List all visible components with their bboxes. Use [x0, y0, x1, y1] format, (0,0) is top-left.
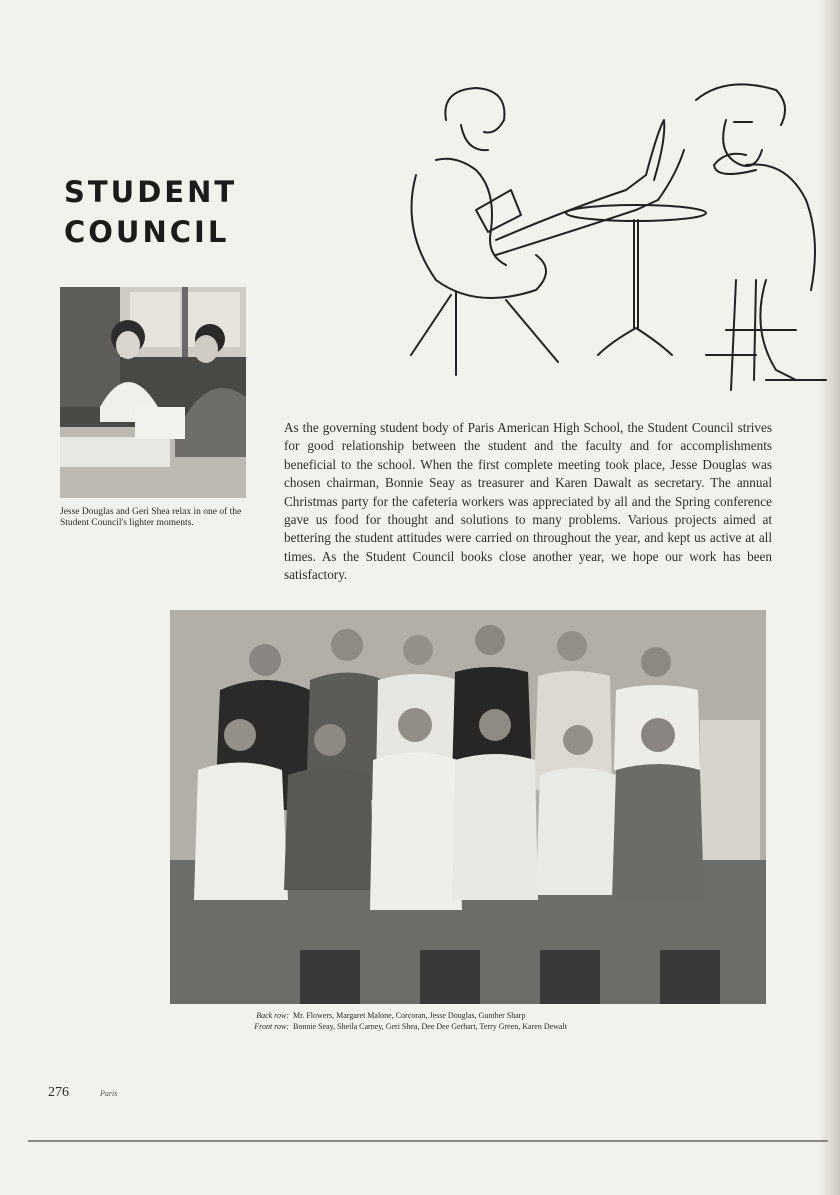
page-number: 276 — [48, 1085, 69, 1100]
girl-shoe-2 — [658, 150, 684, 200]
girl-shoe — [646, 120, 664, 180]
running-foot: Paris — [100, 1089, 118, 1098]
table-stem — [634, 220, 638, 328]
girl-face — [461, 125, 488, 150]
table-base — [598, 328, 672, 355]
front-row-caption — [243, 1021, 567, 1032]
chair-legs — [411, 292, 558, 375]
chair-shell — [412, 175, 547, 298]
girl-body — [436, 159, 506, 265]
man-feet — [706, 355, 826, 380]
candid-photo-image — [60, 287, 246, 498]
stool-legs — [726, 280, 796, 390]
back-row-label: Back row: — [256, 1011, 289, 1020]
group-photo — [170, 610, 766, 1004]
group-photo-caption — [243, 1010, 567, 1032]
front-row-names: Bonnie Seay, Sheila Carney, Geri Shea, Dee Dee Gerhart, Terry Green, Karen Dewalt — [293, 1022, 567, 1031]
man-face — [723, 120, 762, 166]
back-row-caption — [243, 1010, 567, 1021]
group-photo-image — [170, 610, 766, 1004]
title-line-2: COUNCIL — [64, 215, 230, 249]
council-description: As the governing student body of Paris American High School, the Student Council strives for good relationship between the student and the faculty and for accomplishments beneficial to the school. When the first complete meeting took place, Jesse Douglas was chosen chairman, Bonnie Seay as treasurer and Karen Dawalt as secretary. The annual Christmas party for the cafeteria workers was appreciated by all and the Spring conference gave us food for thought and solutions to many problems. Various projects aimed at bettering the student attitudes were carried on throughout the year, and kept us active at all times. As the Student Council books close another year, we hope our work has been satisfactory. — [284, 420, 772, 583]
man-hair — [696, 84, 785, 125]
bottom-rule — [28, 1140, 828, 1142]
page-title — [64, 172, 237, 252]
girl-hair — [445, 88, 504, 133]
title-line-1: STUDENT — [64, 175, 238, 209]
table-top — [566, 205, 706, 221]
girl-book — [476, 190, 521, 232]
back-row-names: Mr. Flowers, Margaret Malone, Corcoran, Jesse Douglas, Gunther Sharp — [293, 1011, 526, 1020]
cartoon-illustration — [396, 80, 836, 400]
candid-photo-caption: Jesse Douglas and Geri Shea relax in one of the Student Council's lighter moments. — [60, 507, 242, 528]
candid-photo — [60, 287, 246, 498]
man-body — [746, 164, 815, 290]
front-row-label: Front row: — [254, 1022, 289, 1031]
